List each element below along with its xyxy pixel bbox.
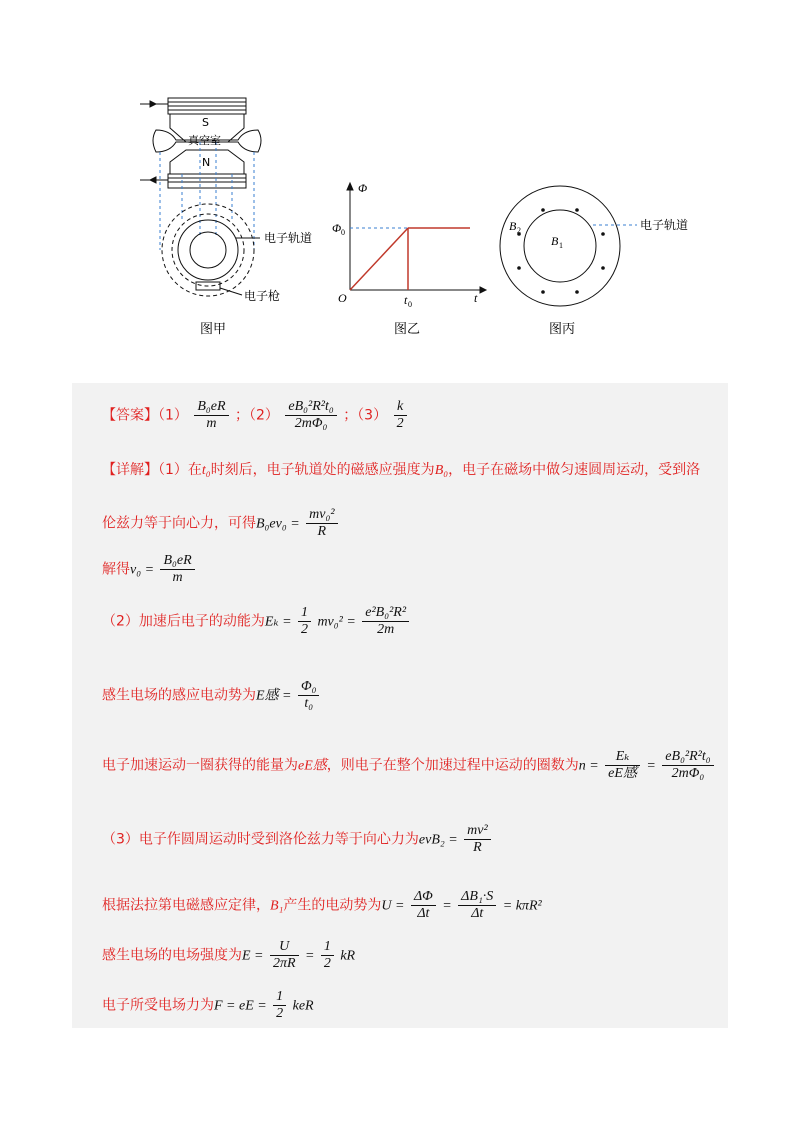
detail-l9-frac1 [270, 939, 299, 972]
detail-l2a: 伦兹力等于向心力，可得 [102, 515, 256, 532]
detail-l6e: eE感 [298, 758, 327, 774]
figure-bing [495, 178, 725, 313]
detail-l6-frac1 [605, 749, 640, 782]
detail-l4mid: mv₀² = [317, 614, 356, 630]
gun-label: 电子枪 [244, 289, 281, 303]
answer-2-den: 2mΦ₀ [294, 416, 328, 431]
detail-l3-den: m [172, 570, 183, 585]
detail-line-4 [102, 605, 411, 638]
detail-l6mid: = [646, 758, 656, 774]
detail-l3eq: v₀ = [130, 562, 155, 578]
detail-l4a: （2）加速后电子的动能为 [102, 613, 265, 630]
detail-l3-fraction [160, 553, 194, 586]
detail-l4f1d: 2 [300, 622, 308, 637]
detail-l9f1n: U [270, 939, 299, 956]
chamber-label: 真空室 [188, 134, 221, 147]
detail-l6f2d: 2mΦ₀ [671, 766, 705, 781]
detail-l7-fraction [464, 823, 491, 856]
t-axis-label: t [474, 291, 478, 305]
detail-l8a: 根据法拉第电磁感应定律， [102, 897, 270, 914]
detail-l9f2d: 2 [323, 956, 331, 971]
detail-l8f1d: Δt [417, 906, 430, 921]
b1-label: B [551, 234, 559, 248]
detail-l6a: 电子加速运动一圈获得的能量为 [102, 757, 298, 774]
detail-l10-num: 1 [273, 989, 286, 1006]
detail-l4-frac1 [298, 605, 311, 638]
answer-label: 【答案】 [102, 407, 158, 424]
detail-l1c: ，电子在磁场中做匀速圆周运动，受到洛 [448, 462, 701, 478]
phi0-label: Φ [332, 221, 342, 235]
detail-l5a: 感生电场的感应电动势为 [102, 687, 256, 704]
b2-label: B [509, 219, 517, 233]
detail-l6b: ，则电子在整个加速过程中运动的圈数为 [326, 757, 579, 774]
n-pole-label: N [202, 156, 211, 169]
answer-part1-marker: （1） [158, 407, 188, 424]
detail-line-2 [102, 507, 340, 540]
b2-sub: 2 [517, 226, 521, 235]
phi-axis-label: Φ [358, 181, 368, 195]
detail-l2-den: R [317, 524, 327, 539]
detail-l9end: kR [340, 948, 356, 964]
detail-l8b: 产生的电动势为 [283, 897, 382, 914]
figure-jia [130, 90, 360, 320]
detail-l8-frac1 [411, 889, 436, 922]
detail-l4eq: Eₖ = [264, 614, 292, 630]
detail-l7eq: evB₂ = [418, 832, 458, 848]
detail-l4f1n: 1 [298, 605, 311, 622]
detail-l6f2n: eB₀²R²t₀ [662, 749, 713, 766]
detail-l8mid: = [442, 898, 452, 914]
detail-l9eq: E = [242, 948, 264, 964]
solution-block [72, 383, 728, 1028]
detail-line-3 [102, 553, 197, 586]
detail-l4f2n: e²B₀²R² [362, 605, 409, 622]
detail-l9f2n: 1 [321, 939, 334, 956]
answer-3-fraction [394, 399, 407, 432]
detail-l4-frac2 [362, 605, 409, 638]
answer-2-num: eB₀²R²t₀ [285, 399, 336, 416]
detail-line-9 [102, 939, 355, 972]
detail-l6f1d: eE感 [608, 766, 637, 781]
detail-l10-den: 2 [276, 1006, 284, 1021]
answer-1-den: m [206, 416, 217, 431]
orbit-label-bing: 电子轨道 [640, 218, 689, 232]
answer-1-num: B₀eR [194, 399, 228, 416]
detail-l10a: 电子所受电场力为 [102, 997, 214, 1014]
detail-l5-den: t₀ [304, 696, 314, 711]
detail-line-7 [102, 823, 493, 856]
detail-l3-num: B₀eR [160, 553, 194, 570]
detail-l6-frac2 [662, 749, 713, 782]
detail-l5eq: E感 = [256, 688, 292, 704]
detail-l9a: 感生电场的电场强度为 [102, 947, 242, 964]
detail-l9-frac2 [321, 939, 334, 972]
detail-l3a: 解得 [102, 561, 130, 578]
detail-l5-fraction [298, 679, 320, 712]
answer-1-fraction [194, 399, 228, 432]
detail-l4f2d: 2m [377, 622, 395, 637]
origin-label: O [338, 291, 347, 305]
detail-l2-num: mv₀² [306, 507, 337, 524]
detail-l8B: B₁ [270, 898, 284, 914]
detail-line-1 [102, 459, 700, 479]
figure-yi [330, 180, 490, 310]
t0-sub: 0 [408, 300, 412, 309]
answer-2-fraction [285, 399, 336, 432]
detail-l6eq: n = [578, 758, 599, 774]
detail-l8f2d: Δt [471, 906, 484, 921]
detail-l9mid: = [304, 948, 315, 964]
detail-l8-frac2 [458, 889, 496, 922]
detail-l1a: （1）在 [158, 462, 202, 478]
detail-line-5 [102, 679, 321, 712]
detail-l7-den: R [473, 840, 482, 855]
t0-label: t [404, 293, 408, 307]
detail-l2eq: B₀ev₀ = [256, 516, 300, 532]
detail-label: 【详解】 [102, 462, 158, 478]
answer-line [102, 399, 409, 432]
detail-l10end: keR [292, 998, 314, 1014]
detail-line-10 [102, 989, 314, 1022]
phi0-sub: 0 [341, 228, 345, 237]
detail-l2-fraction [306, 507, 337, 540]
detail-l8eq: U = [381, 898, 405, 914]
detail-l8end: = kπR² [502, 898, 542, 914]
detail-l9f1d: 2πR [272, 956, 296, 971]
orbit-label: 电子轨道 [264, 231, 313, 245]
answer-part3-marker: ；（3） [343, 407, 388, 424]
detail-line-6 [102, 749, 716, 782]
answer-3-num: k [394, 399, 407, 416]
detail-l1t: t₀ [201, 463, 211, 478]
detail-l8f1n: ΔΦ [411, 889, 436, 906]
detail-l7-num: mv² [464, 823, 491, 840]
answer-3-den: 2 [396, 416, 404, 431]
detail-l7a: （3）电子作圆周运动时受到洛伦兹力等于向心力为 [102, 831, 419, 848]
detail-l10-fraction [273, 989, 286, 1022]
detail-l1b: 时刻后，电子轨道处的磁感应强度为 [210, 462, 435, 478]
detail-line-8 [102, 889, 542, 922]
detail-l5-num: Φ₀ [298, 679, 320, 696]
b1-sub: 1 [559, 241, 563, 250]
s-pole-label: S [202, 116, 209, 129]
detail-l6f1n: Eₖ [605, 749, 640, 766]
detail-l10eq: F = eE = [214, 998, 267, 1014]
caption-jia: 图甲 [199, 322, 226, 337]
answer-part2-marker: ；（2） [235, 407, 279, 424]
detail-l8f2n: ΔB₁·S [458, 889, 496, 906]
caption-bing: 图丙 [548, 322, 575, 337]
detail-l1B: B₀ [434, 463, 449, 478]
caption-yi: 图乙 [393, 322, 420, 337]
